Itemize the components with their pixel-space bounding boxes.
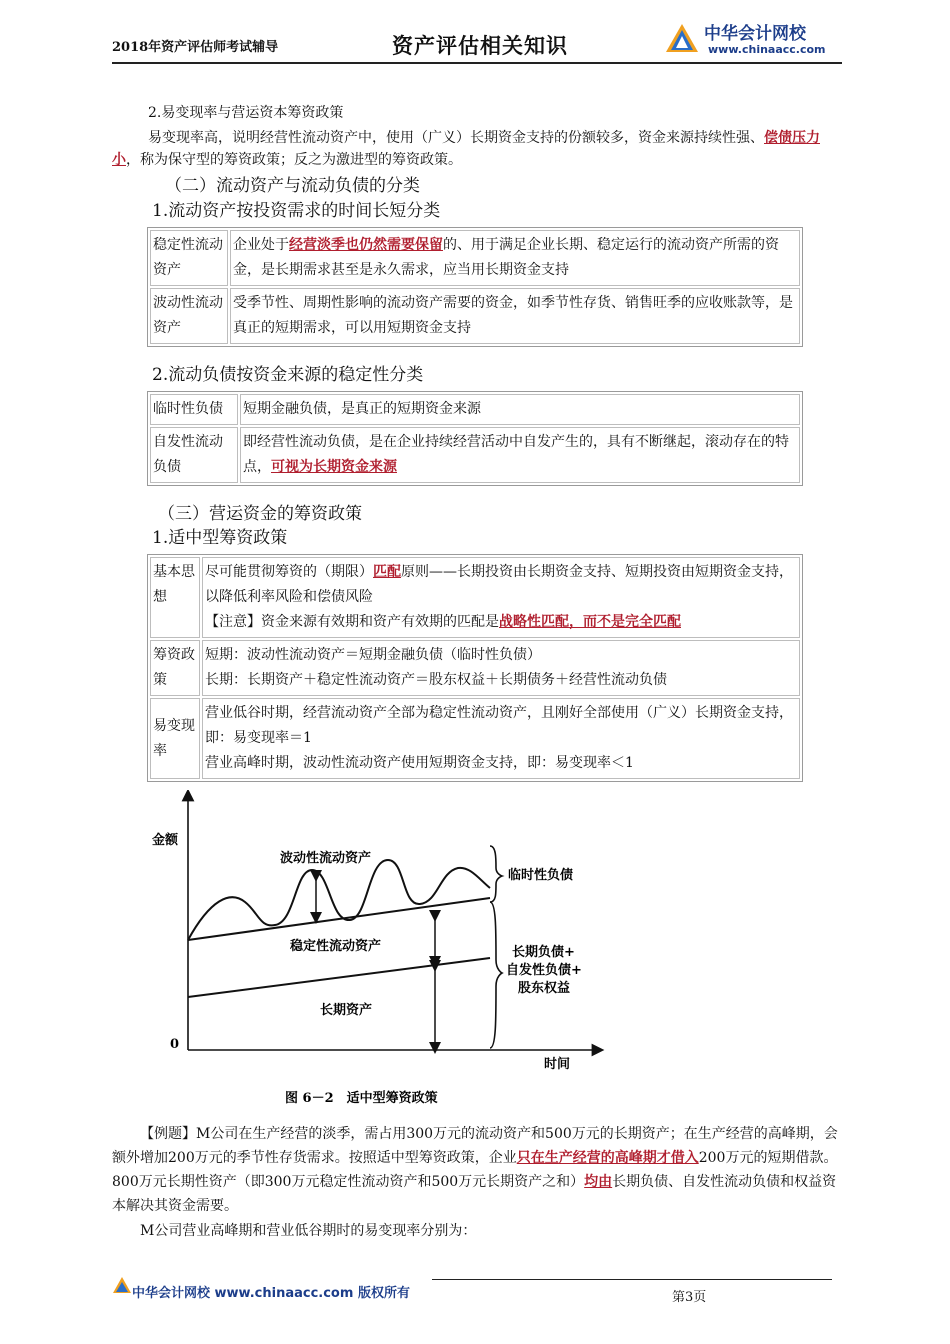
page-number: 第3页 xyxy=(672,1290,707,1305)
table-key-cell: 自发性流动负债 xyxy=(150,427,238,483)
page-header xyxy=(112,18,842,64)
logo-name: 中华会计网校 xyxy=(704,24,806,44)
example-question: M公司营业高峰期和营业低谷期时的易变现率分别为： xyxy=(140,1223,477,1239)
fluctuating-asset-curve xyxy=(188,860,490,940)
fluct-asset-label: 波动性流动资产 xyxy=(280,851,372,866)
moderate-policy-table xyxy=(147,554,803,782)
table-row xyxy=(150,288,800,344)
highlight-text: 匹配 xyxy=(373,564,401,580)
figure-caption: 图 6－2 适中型筹资政策 xyxy=(285,1091,438,1106)
long-asset-label: 长期资产 xyxy=(320,1003,373,1018)
table-row xyxy=(150,394,800,425)
long-source-brace xyxy=(490,902,502,1048)
highlight-text: 均由 xyxy=(584,1174,613,1190)
table-value-cell: 短期：波动性流动资产＝短期金融负债（临时性负债） 长期：长期资产＋稳定性流动资产＝股东权益＋长期债务＋经营性流动负债 xyxy=(202,640,800,696)
table-value-cell: 尽可能贯彻筹资的（期限）匹配原则——长期投资由长期资金支持、短期投资由短期资金支持，以降低利率风险和偿债风险 【注意】资金来源有效期和资产有效期的匹配是战略性匹配，而不是完全匹配 xyxy=(202,557,800,638)
x-axis-label: 时间 xyxy=(544,1057,571,1072)
logo-url: www.chinaacc.com xyxy=(708,43,826,56)
example-paragraph: 【例题】M公司在生产经营的淡季，需占用300万元的流动资产和500万元的长期资产；在生产经营的高峰期，会额外增加200万元的季节性存货需求。按照适中型筹资政策，企业只在生产经营的高峰期才借入200万元的短期借款。800万元长期性资产（即300万元稳定性流动资产和500万元长期资产之和）均由长期负债、自发性流动负债和权益资本解决其资金需要。 xyxy=(112,1126,838,1214)
section-heading: 2.易变现率与营运资本筹资政策 xyxy=(148,105,344,121)
footer-copyright[interactable]: 中华会计网校 www.chinaacc.com 版权所有 xyxy=(132,1286,410,1301)
part-heading: （二）流动资产与流动负债的分类 xyxy=(165,176,420,196)
table-value-cell: 受季节性、周期性影响的流动资产需要的资金，如季节性存货、销售旺季的应收账款等，是真正的短期需求，可以用短期资金支持 xyxy=(230,288,800,344)
table-value-cell: 营业低谷时期，经营流动资产全部为稳定性流动资产，且刚好全部使用（广义）长期资金支持，即：易变现率＝1 营业高峰时期，波动性流动资产使用短期资金支持，即：易变现率＜1 xyxy=(202,698,800,779)
header-subject-title: 资产评估相关知识 xyxy=(392,33,568,58)
highlight-text: 经营淡季也仍然需要保留 xyxy=(289,237,443,253)
highlight-text: 战略性匹配，而不是完全匹配 xyxy=(499,614,681,630)
table-key-cell: 基本思想 xyxy=(150,557,200,638)
header-course-title: 2018年资产评估师考试辅导 xyxy=(112,40,279,55)
logo-triangle-icon xyxy=(664,22,700,54)
long-source-label-3: 股东权益 xyxy=(518,981,571,996)
temp-liability-brace xyxy=(490,846,502,902)
long-source-label-2: 自发性负债+ xyxy=(506,963,582,978)
table-key-cell: 波动性流动资产 xyxy=(150,288,228,344)
part-heading: （三）营运资金的筹资政策 xyxy=(158,504,362,524)
subsection-heading: 2.流动负债按资金来源的稳定性分类 xyxy=(152,365,424,385)
origin-label: 0 xyxy=(170,1037,180,1052)
table-row xyxy=(150,557,800,638)
y-axis-label: 金额 xyxy=(152,833,179,848)
temp-liability-label: 临时性负债 xyxy=(508,868,574,883)
table-row xyxy=(150,230,800,286)
footer-logo-icon xyxy=(112,1276,132,1294)
table-row xyxy=(150,427,800,483)
long-term-asset-line xyxy=(188,958,490,997)
stable-asset-label: 稳定性流动资产 xyxy=(290,939,382,954)
highlight-text: 可视为长期资金来源 xyxy=(271,459,397,475)
footer-divider xyxy=(432,1279,832,1280)
paragraph-quick-ratio: 易变现率高，说明经营性流动资产中，使用（广义）长期资金支持的份额较多，资金来源持续性强、偿债压力小，称为保守型的筹资政策；反之为激进型的筹资政策。 xyxy=(112,130,820,168)
current-liabilities-table xyxy=(147,391,803,486)
table-key-cell: 易变现率 xyxy=(150,698,200,779)
subsection-heading: 1.流动资产按投资需求的时间长短分类 xyxy=(152,201,441,221)
table-key-cell: 稳定性流动资产 xyxy=(150,230,228,286)
page-footer xyxy=(112,1274,842,1314)
table-key-cell: 临时性负债 xyxy=(150,394,238,425)
moderate-financing-diagram xyxy=(140,790,610,1110)
highlight-text: 只在生产经营的高峰期才借入 xyxy=(516,1150,699,1166)
table-row xyxy=(150,698,800,779)
subsection-heading: 1.适中型筹资政策 xyxy=(152,528,288,548)
header-divider xyxy=(112,62,842,64)
table-value-cell: 即经营性流动负债，是在企业持续经营活动中自发产生的，具有不断继起，滚动存在的特点，可视为长期资金来源 xyxy=(240,427,800,483)
chinaacc-logo[interactable] xyxy=(664,18,842,62)
table-row xyxy=(150,640,800,696)
table-value-cell: 企业处于经营淡季也仍然需要保留的、用于满足企业长期、稳定运行的流动资产所需的资金，是长期需求甚至是永久需求，应当用长期资金支持 xyxy=(230,230,800,286)
stable-asset-line xyxy=(188,898,490,940)
table-value-cell: 短期金融负债，是真正的短期资金来源 xyxy=(240,394,800,425)
highlight-text: 偿债压力小 xyxy=(112,130,820,168)
long-source-label-1: 长期负债+ xyxy=(512,945,575,960)
table-key-cell: 筹资政策 xyxy=(150,640,200,696)
current-assets-table xyxy=(147,227,803,347)
